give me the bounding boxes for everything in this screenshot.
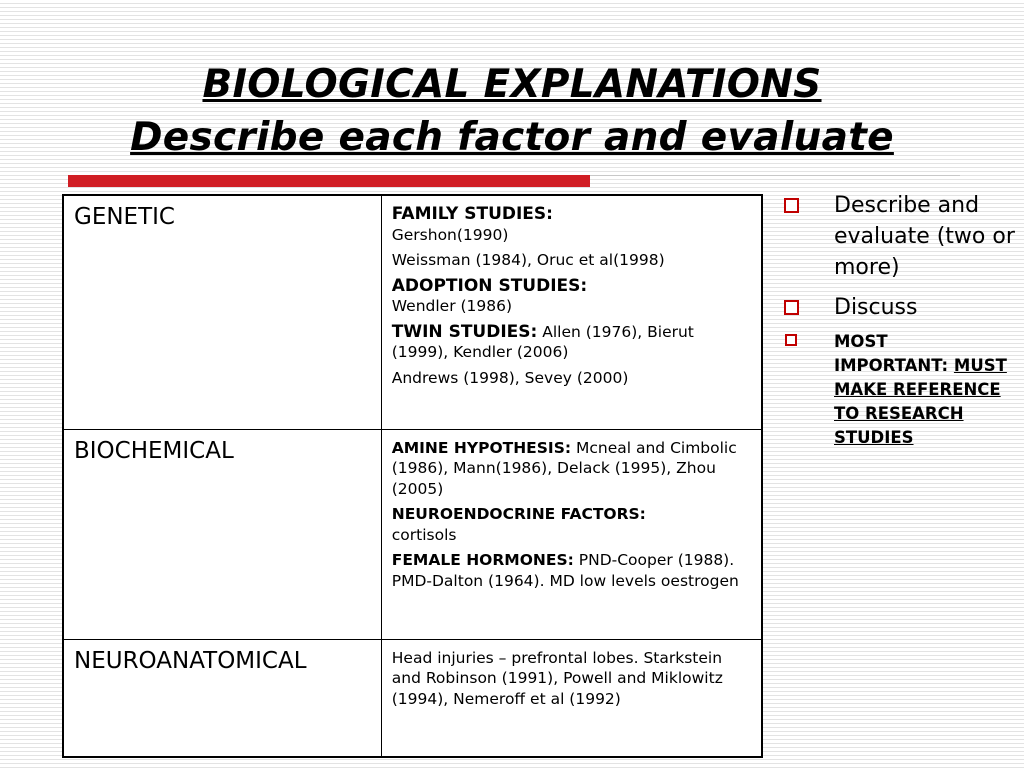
detail-heading: AMINE HYPOTHESIS: [391, 438, 572, 457]
bullet-text-line-2: IMPORTANT: [834, 356, 949, 375]
detail-text: Head injuries – prefrontal lobes. Starkstein and Robinson (1991), Powell and Miklowitz (1994), Nemeroff et al (1992) [391, 648, 723, 708]
detail-text: Gershon(1990) [391, 225, 509, 244]
factor-cell-genetic: GENETIC [63, 195, 381, 429]
detail-paragraph [392, 438, 751, 500]
accent-bar [68, 175, 590, 187]
detail-text: Allen (1976), Bierut (1999), Kendler (2006) [391, 322, 694, 361]
bullet-text: Describe and evaluate (two or more) [834, 193, 1015, 280]
bullet-item [782, 292, 1017, 323]
factor-cell-biochemical: BIOCHEMICAL [63, 429, 381, 639]
title-line-2: Describe each factor and evaluate [130, 115, 894, 160]
detail-paragraph [392, 550, 751, 591]
detail-heading: FEMALE HORMONES: [391, 551, 574, 569]
square-bullet-icon [785, 334, 797, 346]
detail-paragraph [392, 504, 751, 545]
detail-text: Mcneal and Cimbolic (1986), Mann(1986), Delack (1995), Zhou (2005) [391, 438, 737, 498]
bullet-item [782, 190, 1017, 283]
detail-heading: TWIN STUDIES: [391, 321, 538, 342]
table-row [63, 195, 762, 429]
detail-heading: NEUROENDOCRINE FACTORS: [391, 505, 646, 523]
slide-title [0, 58, 1024, 164]
detail-cell-genetic [381, 195, 762, 429]
detail-cell-biochemical [381, 429, 762, 639]
bullet-item [782, 330, 1017, 450]
detail-heading: FAMILY STUDIES: [391, 204, 553, 224]
square-bullet-icon [784, 300, 799, 315]
detail-text: cortisols [391, 525, 457, 544]
detail-paragraph [392, 250, 751, 271]
detail-paragraph [392, 204, 751, 245]
detail-paragraph [392, 648, 751, 710]
bullet-text-line-1: MOST [834, 332, 888, 351]
detail-text: Wendler (1986) [391, 297, 513, 315]
detail-heading: ADOPTION STUDIES: [391, 275, 588, 296]
table-row [63, 429, 762, 639]
detail-paragraph [392, 322, 751, 363]
side-bullet-list [782, 190, 1017, 450]
detail-paragraph [392, 276, 751, 317]
table-row [63, 639, 762, 757]
bullet-text: Discuss [834, 295, 918, 320]
square-bullet-icon [784, 198, 799, 213]
detail-cell-neuroanatomical [381, 639, 762, 757]
title-line-1: BIOLOGICAL EXPLANATIONS [202, 62, 822, 107]
detail-text: Weissman (1984), Oruc et al(1998) [391, 251, 665, 269]
detail-text: PND-Cooper (1988). PMD-Dalton (1964). MD low levels oestrogen [391, 551, 739, 590]
factor-cell-neuroanatomical: NEUROANATOMICAL [63, 639, 381, 757]
accent-divider-line [590, 175, 960, 176]
factors-table [62, 194, 763, 758]
detail-paragraph [392, 368, 751, 389]
detail-text: Andrews (1998), Sevey (2000) [391, 368, 629, 387]
bullet-text-underlined: MUST MAKE REFERENCE TO RESEARCH STUDIES [834, 356, 1007, 447]
